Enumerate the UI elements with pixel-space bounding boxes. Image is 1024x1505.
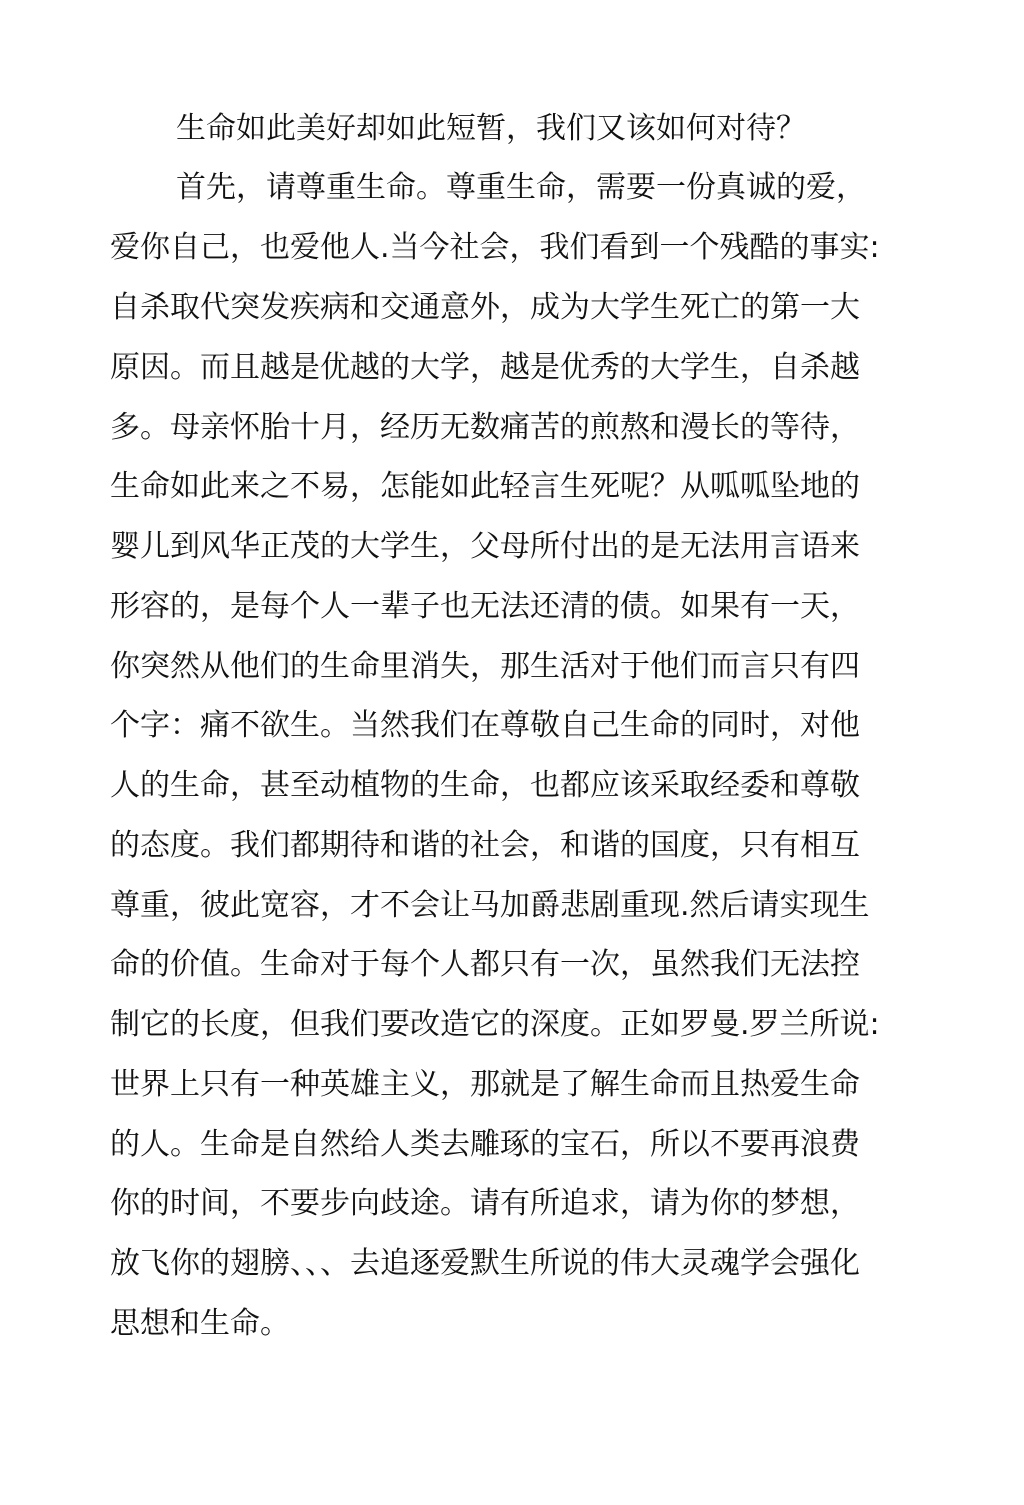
text-line: 多。母亲怀胎十月，经历无数痛苦的煎熬和漫长的等待， bbox=[110, 410, 860, 445]
text-line: 命的价值。生命对于每个人都只有一次，虽然我们无法控 bbox=[110, 947, 860, 982]
text-line: 生命如此美好却如此短暂，我们又该如何对待？ bbox=[176, 111, 806, 146]
text-line: 你的时间，不要步向歧途。请有所追求，请为你的梦想， bbox=[110, 1186, 860, 1221]
text-line: 婴儿到风华正茂的大学生，父母所付出的是无法用言语来 bbox=[110, 529, 860, 564]
text-line: 尊重，彼此宽容，才不会让马加爵悲剧重现.然后请实现生 bbox=[110, 888, 870, 923]
text-line: 放飞你的翅膀、、、去追逐爱默生所说的伟大灵魂学会强化 bbox=[110, 1246, 860, 1281]
text-line: 的态度。我们都期待和谐的社会，和谐的国度，只有相互 bbox=[110, 828, 860, 863]
text-line: 生命如此来之不易，怎能如此轻言生死呢？从呱呱坠地的 bbox=[110, 469, 860, 504]
text-line: 你突然从他们的生命里消失，那生活对于他们而言只有四 bbox=[110, 649, 860, 684]
text-line: 世界上只有一种英雄主义，那就是了解生命而且热爱生命 bbox=[110, 1067, 860, 1102]
text-line: 思想和生命。 bbox=[110, 1306, 290, 1341]
text-line: 形容的，是每个人一辈子也无法还清的债。如果有一天， bbox=[110, 589, 860, 624]
text-line: 制它的长度，但我们要改造它的深度。正如罗曼.罗兰所说: bbox=[110, 1007, 880, 1042]
text-line: 爱你自己，也爱他人.当今社会，我们看到一个残酷的事实: bbox=[110, 230, 880, 265]
text-line: 原因。而且越是优越的大学，越是优秀的大学生，自杀越 bbox=[110, 350, 860, 385]
text-line: 自杀取代突发疾病和交通意外，成为大学生死亡的第一大 bbox=[110, 290, 860, 325]
text-line: 首先，请尊重生命。尊重生命，需要一份真诚的爱， bbox=[176, 170, 866, 205]
text-line: 个字：痛不欲生。当然我们在尊敬自己生命的同时，对他 bbox=[110, 708, 860, 743]
text-line: 人的生命，甚至动植物的生命，也都应该采取经委和尊敬 bbox=[110, 768, 860, 803]
text-line: 的人。生命是自然给人类去雕琢的宝石，所以不要再浪费 bbox=[110, 1127, 860, 1162]
